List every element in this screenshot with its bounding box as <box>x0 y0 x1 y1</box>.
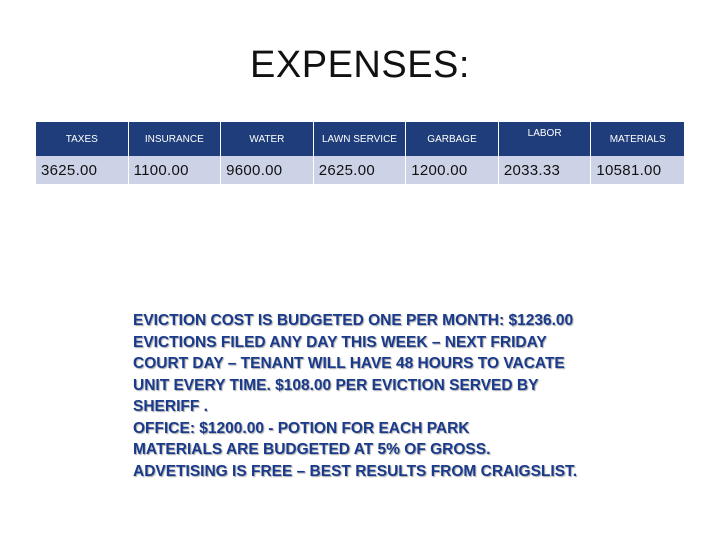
note-line: OFFICE: $1200.00 - POTION FOR EACH PARK <box>133 419 470 437</box>
note-line: COURT DAY – TENANT WILL HAVE 48 HOURS TO VACATE <box>133 355 565 372</box>
note-line: ADVETISING IS FREE – BEST RESULTS FROM CRAIGSLIST. <box>133 462 578 480</box>
note-line: SHERIFF . <box>133 398 208 415</box>
value-lawn-service: 2625.00 <box>314 156 407 184</box>
value-water: 9600.00 <box>221 156 314 184</box>
note-line: MATERIALS ARE BUDGETED AT 5% OF GROSS. <box>133 441 491 458</box>
header-garbage: GARBAGE <box>406 122 499 156</box>
note-line: EVICTIONS FILED ANY DAY THIS WEEK – NEXT FRIDAY <box>133 333 547 351</box>
value-materials: 10581.00 <box>591 156 684 184</box>
table-header-row <box>36 122 684 156</box>
table-row <box>36 156 684 184</box>
page-title: EXPENSES: <box>250 44 470 86</box>
header-labor: LABOR <box>499 122 592 156</box>
note-line: EVICTION COST IS BUDGETED ONE PER MONTH: $1236.00 <box>133 312 574 329</box>
header-lawn-service: LAWN SERVICE <box>314 122 407 156</box>
value-insurance: 1100.00 <box>129 156 222 184</box>
notes-block <box>133 310 693 482</box>
value-taxes: 3625.00 <box>36 156 129 184</box>
header-materials: MATERIALS <box>591 122 684 156</box>
header-insurance: INSURANCE <box>129 122 222 156</box>
value-garbage: 1200.00 <box>406 156 499 184</box>
header-water: WATER <box>221 122 314 156</box>
header-taxes: TAXES <box>36 122 129 156</box>
expenses-table <box>36 122 684 184</box>
note-line: UNIT EVERY TIME. $108.00 PER EVICTION SERVED BY <box>133 376 539 394</box>
value-labor: 2033.33 <box>499 156 592 184</box>
